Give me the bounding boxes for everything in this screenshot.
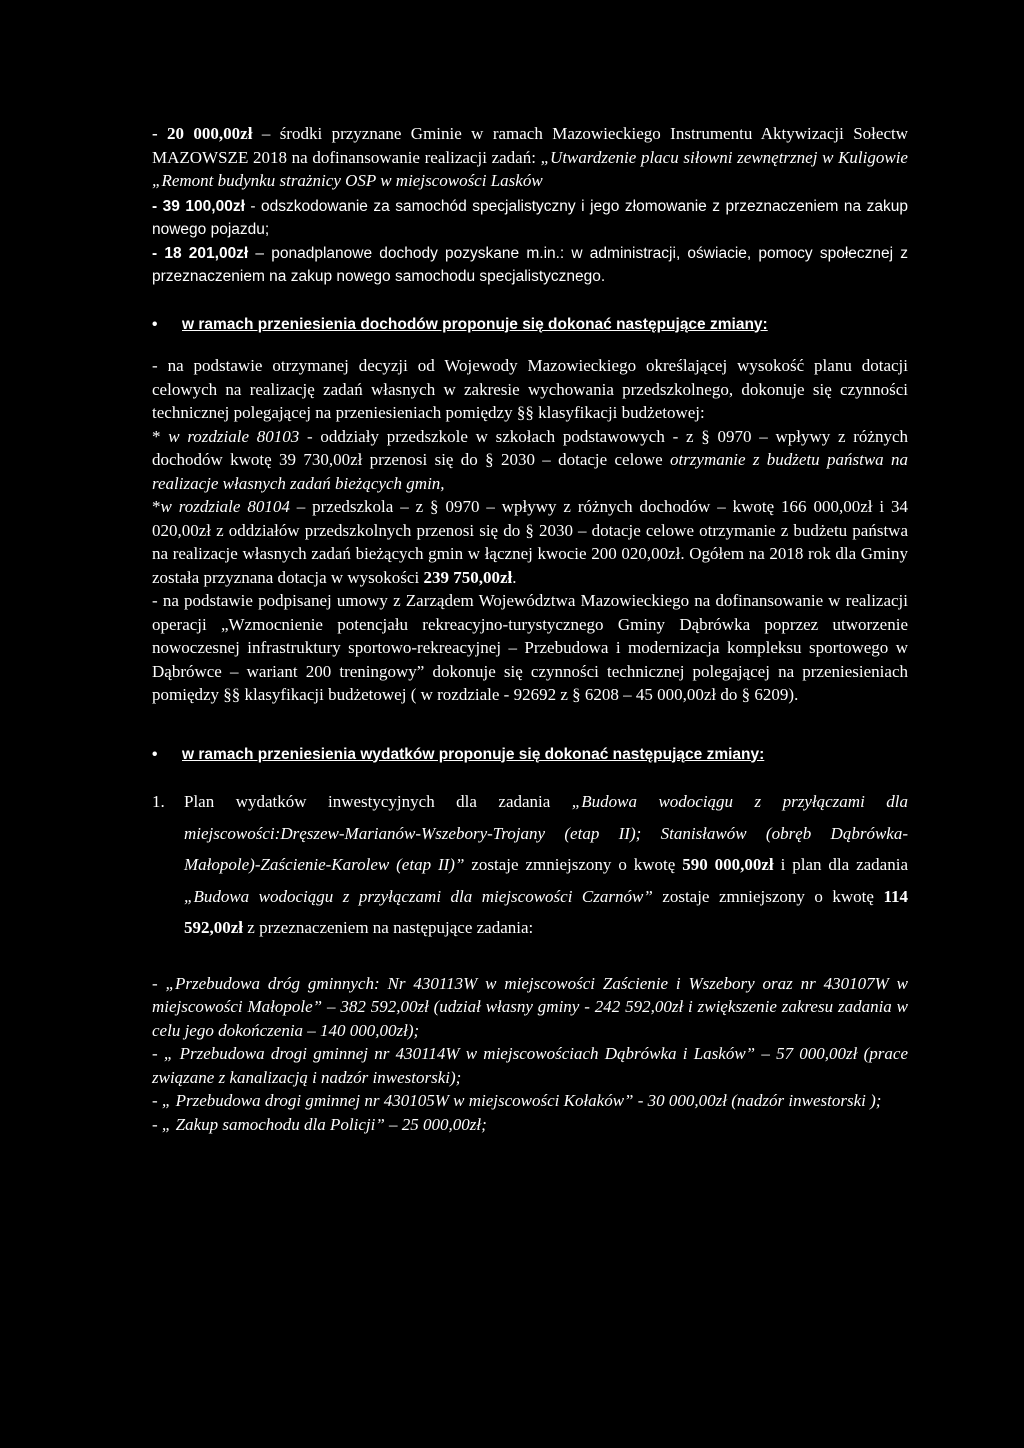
task-item: - „ Przebudowa drogi gminnej nr 430105W w miejscowości Kołaków” - 30 000,00zł (nadzór inwestorski );: [152, 1091, 882, 1110]
fund-amount: - 39 100,00zł: [152, 197, 245, 215]
heading-income-transfers: [152, 313, 908, 337]
amount: 590 000,00zł: [682, 855, 774, 874]
fund-description: – środki przyznane Gminie w ramach Mazowieckiego Instrumentu Aktywizacji Sołectw MAZOWSZE 2018 na dofinansowanie realizacji zadań:: [152, 124, 908, 167]
fund-description: - odszkodowanie za samochód specjalistyczny i jego złomowanie z przeznaczeniem na zakup nowego pojazdu;: [152, 197, 908, 238]
fund-description: – ponadplanowe dochody pozyskane m.in.: w administracji, oświacie, pomocy społecznej z przeznaczeniem na zakup nowego samochodu specjalistycznego.: [152, 244, 909, 285]
heading-text: w ramach przeniesienia wydatków proponuje się dokonać następujące zmiany:: [182, 745, 765, 763]
income-paragraph-80104: *w rozdziale 80104 – przedszkola – z § 0970 – wpływy z różnych dochodów – kwotę 166 000,00zł i 34 020,00zł z oddziałów przedszkolnych przenosi się do § 2030 – dotacje celowe otrzymanie z budżetu państwa na realizacje własnych zadań bieżących gmin w łącznej kwocie 200 020,00zł. Ogółem na 2018 rok dla Gminy została przyznana dotacja w wysokości 239 750,00zł.: [152, 497, 908, 587]
fund-item-compensation: [152, 195, 908, 242]
item-number: 1.: [152, 792, 165, 811]
heading-expense-transfers: [152, 743, 908, 767]
total-amount: 239 750,00zł: [423, 567, 513, 587]
task-name: „Budowa wodociągu z przyłączami dla miejscowości Czarnów”: [184, 886, 653, 906]
document-body: [152, 122, 908, 1136]
fund-amount: - 18 201,00zł: [152, 244, 249, 262]
task-item: - „ Przebudowa drogi gminnej nr 430114W w miejscowościach Dąbrówka i Lasków” – 57 000,00zł (prace związane z kanalizacją i nadzór inwestorski);: [152, 1044, 908, 1087]
bullet-icon: •: [152, 745, 158, 763]
fund-item-extra-income: [152, 242, 908, 289]
income-paragraph-agreement: - na podstawie podpisanej umowy z Zarządem Województwa Mazowieckiego na dofinansowanie w realizacji operacji „Wzmocnienie potencjału rekreacyjno-turystycznego Gminy Dąbrówka poprzez utworzenie nowoczesnej infrastruktury sportowo-rekreacyjnej – Przebudowa i modernizacja kompleksu sportowego w Dąbrówce – wariant 200 treningowy” dokonuje się czynności technicznej polegającej na przeniesieniach pomiędzy §§ klasyfikacji budżetowej ( w rozdziale - 92692 z § 6208 – 45 000,00zł do § 6209).: [152, 591, 908, 704]
fund-amount: - 20 000,00zł: [152, 124, 253, 143]
bullet-icon: •: [152, 315, 158, 333]
heading-text: w ramach przeniesienia dochodów proponuje się dokonać następujące zmiany:: [182, 315, 768, 333]
expense-item-1: 1. Plan wydatków inwestycyjnych dla zadania „Budowa wodociągu z przyłączami dla miejscowości:Dręszew-Marianów-Wszebory-Trojany (etap II); Stanisławów (obręb Dąbrówka-Małopole)-Zaścienie-Karolew (etap II)” zostaje zmniejszony o kwotę 590 000,00zł i plan dla zadania „Budowa wodociągu z przyłączami dla miejscowości Czarnów” zostaje zmniejszony o kwotę 114 592,00zł z przeznaczeniem na następujące zadania:: [152, 786, 908, 944]
chapter-ref: w rozdziale 80104: [160, 497, 290, 516]
income-paragraph-80103: * w rozdziale 80103 - oddziały przedszkole w szkołach podstawowych - z § 0970 – wpływy z różnych dochodów kwotę 39 730,00zł przenosi się do § 2030 – dotacje celowe otrzymanie z budżetu państwa na realizacje własnych zadań bieżących gmin,: [152, 426, 909, 493]
task-list: [152, 972, 908, 1137]
amount: 114 592,00zł: [184, 886, 908, 937]
task-name: „Budowa wodociągu z przyłączami dla miejscowości:Dręszew-Marianów-Wszebory-Trojany (etap II); Stanisławów (obręb Dąbrówka-Małopole)-Zaścienie-Karolew (etap II)”: [184, 792, 908, 874]
task-item: - „Przebudowa dróg gminnych: Nr 430113W w miejscowości Zaścienie i Wszebory oraz nr 430107W w miejscowości Małopole” – 382 592,00zł (udział własny gminy - 242 592,00zł i zwiększenie zakresu zadania w celu jego dokończenia – 140 000,00zł);: [152, 973, 908, 1040]
income-paragraph-decision: - na podstawie otrzymanej decyzji od Wojewody Mazowieckiego określającej wysokość planu dotacji celowych na realizację zadań własnych w zakresie wychowania przedszkolnego, dokonuje się czynności technicznej polegającej na przeniesieniach pomiędzy §§ klasyfikacji budżetowej:: [152, 356, 908, 422]
task-item: - „ Zakup samochodu dla Policji” – 25 000,00zł;: [152, 1114, 487, 1134]
chapter-ref: w rozdziale 80103: [168, 426, 300, 446]
fund-item-mazowsze: [152, 122, 908, 193]
fund-tasks: „Utwardzenie placu siłowni zewnętrznej w Kuligowie „Remont budynku strażnicy OSP w miejscowości Lasków: [152, 147, 908, 190]
